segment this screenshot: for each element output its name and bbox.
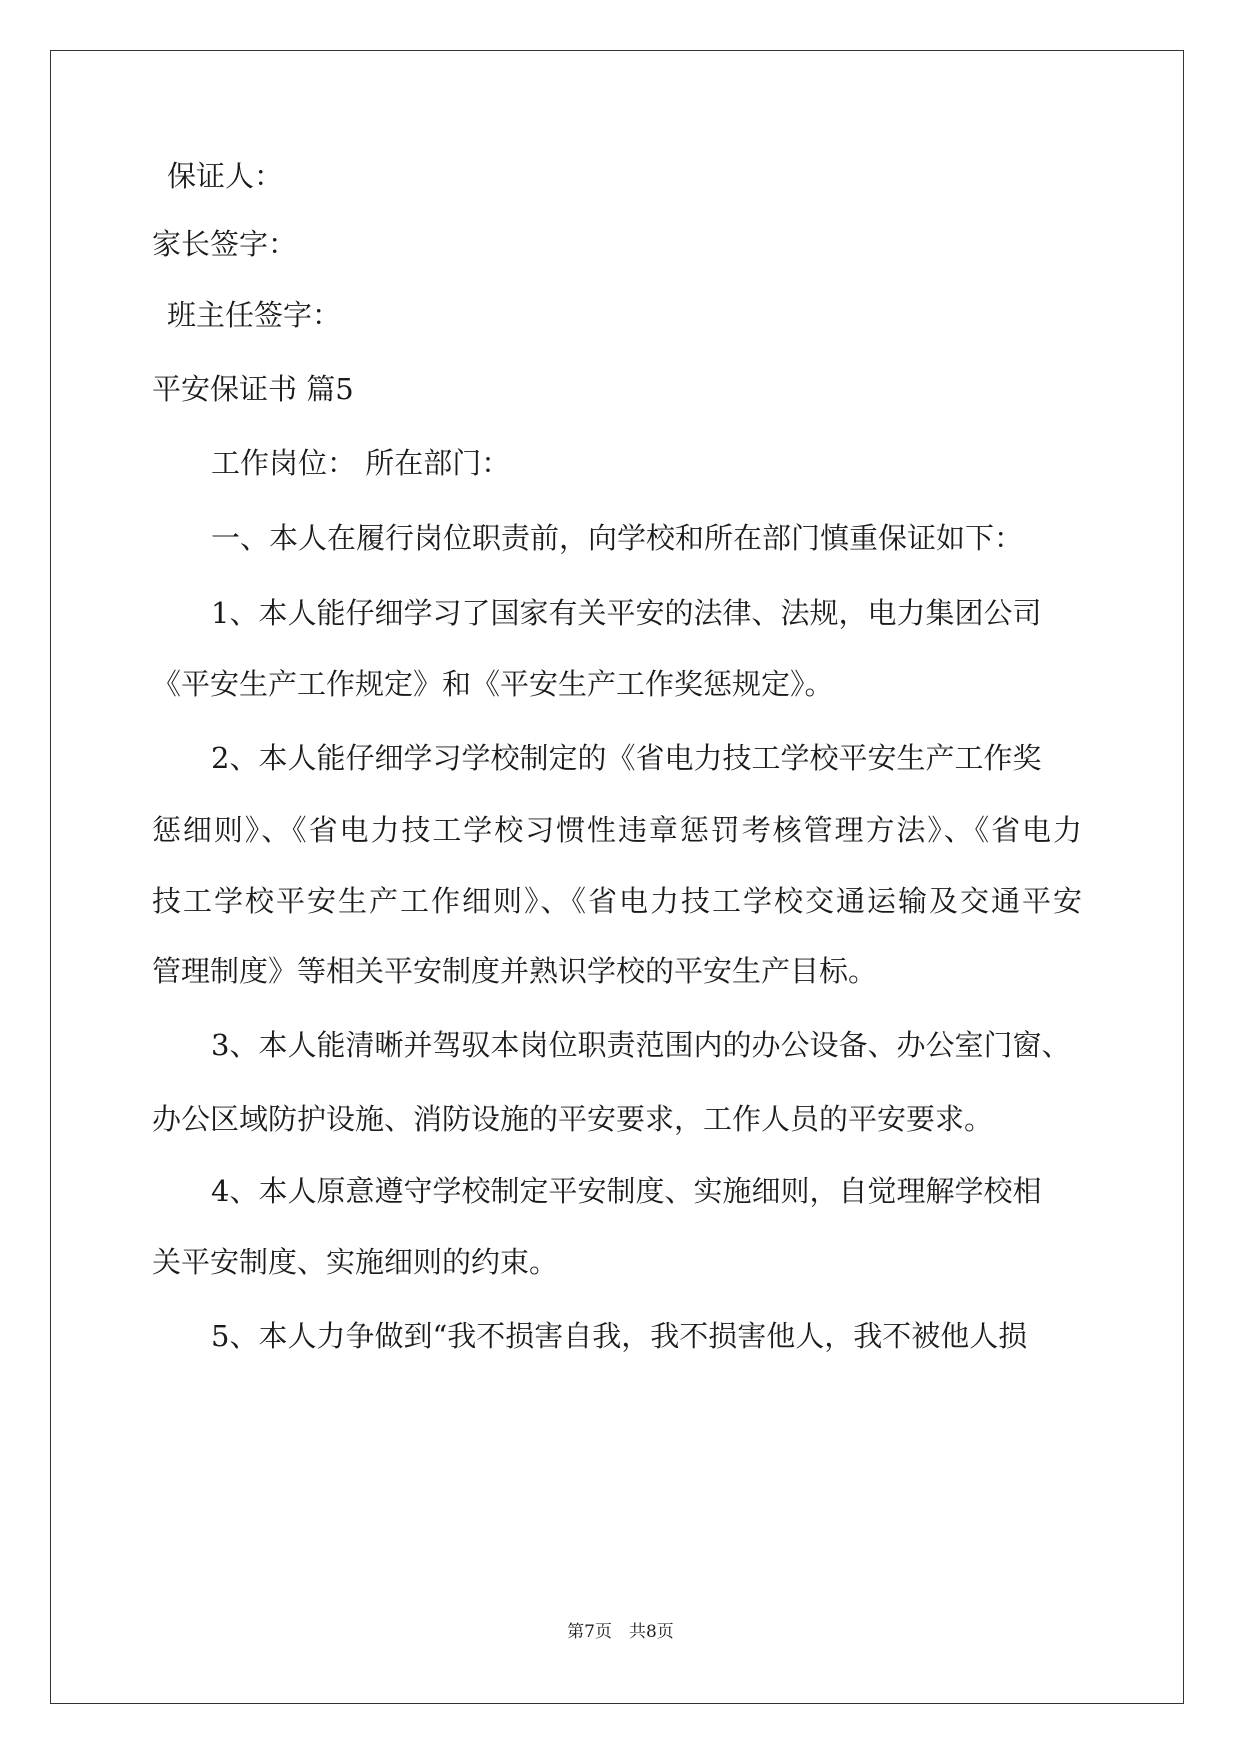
paragraph-line: 技工学校平安生产工作细则》、《省电力技工学校交通运输及交通平安 [152, 884, 1082, 918]
paragraph-line: 一、本人在履行岗位职责前，向学校和所在部门慎重保证如下： [211, 521, 1024, 555]
section-title: 平安保证书 篇5 [152, 372, 354, 406]
paragraph-line: 惩细则》、《省电力技工学校习惯性违章惩罚考核管理方法》、《省电力 [152, 813, 1082, 847]
guarantor-label: 保证人： [167, 159, 284, 193]
paragraph-line: 管理制度》等相关平安制度并熟识学校的平安生产目标。 [152, 954, 878, 988]
page-number-footer: 第7页 共8页 [567, 1622, 674, 1642]
paragraph-line: 4、本人原意遵守学校制定平安制度、实施细则，自觉理解学校相 [211, 1174, 1042, 1208]
paragraph-line: 关平安制度、实施细则的约束。 [152, 1245, 559, 1279]
paragraph-line: 3、本人能清晰并驾驭本岗位职责范围内的办公设备、办公室门窗、 [211, 1028, 1071, 1062]
paragraph-line: 办公区域防护设施、消防设施的平安要求，工作人员的平安要求。 [152, 1102, 994, 1136]
parent-signature-label: 家长签字： [152, 227, 298, 261]
teacher-signature-label: 班主任签字： [167, 298, 342, 332]
paragraph-line: 5、本人力争做到“我不损害自我，我不损害他人，我不被他人损 [211, 1319, 1028, 1353]
paragraph-line: 《平安生产工作规定》和《平安生产工作奖惩规定》。 [152, 667, 834, 701]
paragraph-line: 1、本人能仔细学习了国家有关平安的法律、法规，电力集团公司 [211, 596, 1042, 630]
job-position-line: 工作岗位： 所在部门： [211, 446, 511, 480]
paragraph-line: 2、本人能仔细学习学校制定的《省电力技工学校平安生产工作奖 [211, 741, 1042, 775]
